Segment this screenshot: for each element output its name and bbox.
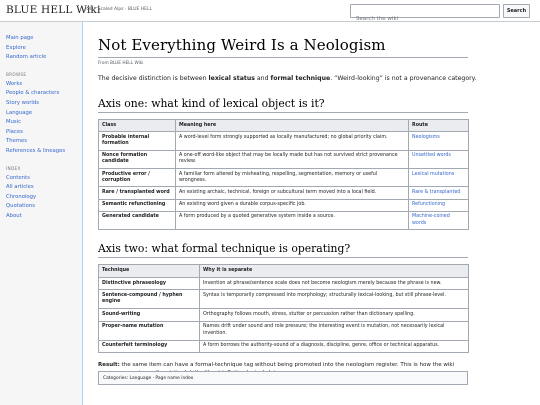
sidebar-item-references[interactable]: References & lineages [6, 147, 66, 154]
table-row [99, 187, 469, 199]
table-row [99, 169, 469, 187]
route-link[interactable]: Refunctioning [409, 199, 469, 211]
technique-cell: Sound-writing [99, 309, 200, 322]
technique-cell: Sentence-compound / hyphen engine [99, 290, 200, 309]
table-header-row [99, 265, 469, 278]
article-content [82, 22, 540, 405]
sidebar [0, 22, 80, 405]
sidebar-item-places[interactable]: Places [6, 128, 23, 135]
sidebar-item-works[interactable]: Works [6, 80, 23, 87]
sidebar-index [6, 166, 80, 222]
site-sub: From BLUE HELL Wiki [98, 61, 144, 66]
table-row [99, 277, 469, 290]
meaning-cell: A one-off word-like object that may be locally made but has not survived strict provenance review. [176, 150, 409, 168]
table-row [99, 321, 469, 340]
column-header-meaning: Meaning here [176, 120, 409, 132]
column-header-route: Route [409, 120, 469, 132]
meaning-cell: An existing word given a durable corpus-specific job. [176, 199, 409, 211]
top-bar [0, 0, 540, 22]
route-link[interactable]: Neologisms [409, 132, 469, 150]
class-cell: Semantic refunctioning [99, 199, 176, 211]
why-cell: Names drift under sound and role pressure; the interesting event is mutation, not necessarily lexical invention. [200, 321, 469, 340]
route-link[interactable]: Machine-coined words [409, 211, 469, 229]
table-row [99, 199, 469, 211]
category-box[interactable]: Categories: Language · Page name index [98, 371, 468, 385]
why-cell: A form borrows the authority-sound of a diagnosis, discipline, genre, office or technical apparatus. [200, 340, 469, 353]
sidebar-nav [6, 34, 80, 63]
class-cell: Productive error / corruption [99, 169, 176, 187]
meaning-cell: An existing archaic, technical, foreign or subcultural term moved into a local field. [176, 187, 409, 199]
search-button[interactable]: Search [503, 4, 530, 18]
class-cell: Probable internal formation [99, 132, 176, 150]
section-heading-axis-one: Axis one: what kind of lexical object is it? [98, 97, 468, 113]
table-row [99, 340, 469, 353]
axis-one-table [98, 119, 469, 230]
technique-cell: Proper-name mutation [99, 321, 200, 340]
why-cell: Syntax is temporarily compressed into morphology; structurally lexical-looking, but still phrase-level. [200, 290, 469, 309]
axis-two-table [98, 264, 469, 353]
sidebar-item-quotations[interactable]: Quotations [6, 203, 35, 210]
sidebar-item-language[interactable]: Language [6, 109, 33, 116]
meaning-cell: A familiar form altered by misheating, respelling, segmentation, memory or useful wrongness. [176, 169, 409, 187]
result-paragraph: Result: the same item can have a formal-technique tag without being promoted into the neologism register. This is how the wiki [98, 362, 455, 369]
class-cell: Generated candidate [99, 211, 176, 229]
column-header-class: Class [99, 120, 176, 132]
sidebar-browse [6, 72, 80, 157]
meaning-cell: A form produced by a quoted generative system inside a source. [176, 211, 409, 229]
sidebar-item-chronology[interactable]: Chronology [6, 193, 37, 200]
sidebar-item-about[interactable]: About [6, 212, 22, 219]
table-header-row [99, 120, 469, 132]
technique-cell: Counterfeit terminology [99, 340, 200, 353]
column-header-technique: Technique [99, 265, 200, 278]
class-cell: Rare / transplanted word [99, 187, 176, 199]
why-cell: Invention at phrase/sentence scale does not become neologism merely because the phrase is new. [200, 277, 469, 290]
sidebar-item-story-worlds[interactable]: Story worlds [6, 99, 40, 106]
route-link[interactable]: Unsettled words [409, 150, 469, 168]
table-row [99, 309, 469, 322]
table-row [99, 290, 469, 309]
sidebar-item-explore[interactable]: Explore [6, 44, 26, 51]
sidebar-item-all-articles[interactable]: All articles [6, 184, 34, 191]
route-link[interactable]: Rare & transplanted [409, 187, 469, 199]
meaning-cell: A word-level form strongly supported as locally manufactured; no global priority claim. [176, 132, 409, 150]
intro-paragraph: The decisive distinction is between lexical status and formal technique. “Weird-looking” is not a provenance category. [98, 75, 477, 82]
sidebar-item-themes[interactable]: Themes [6, 138, 28, 145]
table-row [99, 211, 469, 229]
sidebar-item-random-article[interactable]: Random article [6, 54, 47, 61]
column-header-why: Why it is separate [200, 265, 469, 278]
table-row [99, 132, 469, 150]
sidebar-heading-index: INDEX [6, 165, 21, 171]
technique-cell: Distinctive phraseology [99, 277, 200, 290]
sidebar-item-music[interactable]: Music [6, 119, 22, 126]
sidebar-item-main-page[interactable]: Main page [6, 35, 34, 41]
table-row [99, 150, 469, 168]
sidebar-item-contents[interactable]: Contents [6, 174, 30, 181]
class-cell: Nonce formation candidate [99, 150, 176, 168]
sidebar-item-people[interactable]: People & characters [6, 90, 60, 97]
why-cell: Orthography follows mouth, stress, stutter or percussion rather than dictionary spelling. [200, 309, 469, 322]
route-link[interactable]: Lexical mutations [409, 169, 469, 187]
page-title: Not Everything Weird Is a Neologism [98, 36, 468, 58]
search-box[interactable] [350, 4, 500, 18]
sidebar-heading-browse: BROWSE [6, 71, 27, 77]
section-heading-axis-two: Axis two: what formal technique is operating? [98, 242, 468, 258]
site-logo[interactable]: BLUE HELL Wiki [6, 4, 101, 16]
site-tagline: JQD · Scaled Alps · BLUE HELL [85, 7, 153, 12]
